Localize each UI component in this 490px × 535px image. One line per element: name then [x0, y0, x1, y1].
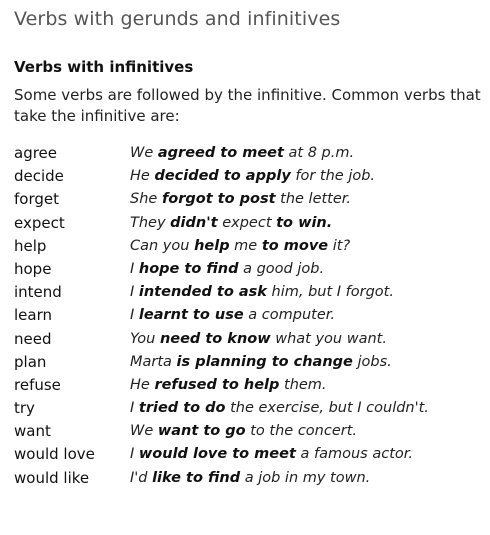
verb-row: [14, 212, 484, 235]
example-highlight: didn't: [170, 214, 218, 231]
verb-term: decide: [14, 167, 64, 186]
verb-row: [14, 328, 484, 351]
example-highlight: want to go: [157, 423, 246, 440]
verb-term: refuse: [14, 375, 61, 394]
example-highlight: decided to apply: [154, 168, 291, 185]
example-highlight: would love to meet: [138, 446, 296, 463]
example-highlight: tried to do: [138, 400, 226, 417]
example-sentence: I learnt to use a computer.: [130, 307, 335, 324]
example-sentence: I hope to find a good job.: [130, 260, 325, 277]
verb-row: [14, 443, 484, 466]
example-sentence: She forgot to post the letter.: [130, 191, 352, 208]
example-sentence: He decided to apply for the job.: [130, 168, 376, 185]
verb-row: [14, 304, 484, 327]
example-highlight: refused to help: [154, 376, 280, 393]
verb-row: [14, 467, 484, 490]
verb-term: would love: [14, 445, 95, 464]
example-sentence: You need to know what you want.: [130, 330, 387, 347]
verb-example-list: [14, 142, 484, 490]
example-highlight: to move: [261, 237, 329, 254]
verb-row: [14, 258, 484, 281]
example-sentence: They didn't expect to win.: [130, 214, 333, 231]
verb-term: forget: [14, 190, 59, 209]
page-title: Verbs with gerunds and infinitives: [14, 8, 341, 30]
verb-row: [14, 397, 484, 420]
verb-term: hope: [14, 259, 52, 278]
verb-row: [14, 281, 484, 304]
verb-row: [14, 165, 484, 188]
example-highlight: intended to ask: [138, 284, 267, 301]
verb-term: agree: [14, 144, 58, 162]
verb-term: try: [14, 399, 35, 418]
example-highlight: like to find: [152, 469, 241, 486]
verb-term: plan: [14, 352, 47, 371]
section-heading: Verbs with infinitives: [14, 58, 194, 76]
verb-term: would like: [14, 468, 90, 487]
example-highlight: is planning to change: [176, 353, 353, 370]
verb-row: [14, 420, 484, 443]
example-sentence: I intended to ask him, but I forgot.: [130, 284, 394, 301]
example-sentence: Can you help me to move it?: [130, 237, 351, 254]
verb-row: [14, 142, 484, 165]
example-sentence: We agreed to meet at 8 p.m.: [130, 145, 355, 161]
verb-term: want: [14, 422, 51, 441]
example-highlight: learnt to use: [138, 307, 244, 324]
example-sentence: Marta is planning to change jobs.: [130, 353, 392, 370]
verb-row: [14, 351, 484, 374]
verb-term: intend: [14, 283, 62, 302]
example-highlight: to win.: [276, 214, 333, 231]
example-sentence: I would love to meet a famous actor.: [130, 446, 413, 463]
verb-row: [14, 188, 484, 211]
example-highlight: forgot to post: [161, 191, 276, 208]
example-highlight: help: [194, 237, 230, 254]
example-highlight: need to know: [159, 330, 271, 347]
example-sentence: I tried to do the exercise, but I couldn't.: [130, 400, 429, 417]
intro-paragraph: Some verbs are followed by the infinitive. Common verbs that take the infinitive are:: [14, 86, 481, 125]
verb-term: learn: [14, 306, 52, 325]
verb-term: need: [14, 329, 52, 348]
example-highlight: hope to find: [138, 260, 239, 277]
verb-term: help: [14, 236, 47, 255]
verb-term: expect: [14, 213, 65, 232]
example-sentence: He refused to help them.: [130, 376, 327, 393]
verb-row: [14, 374, 484, 397]
example-sentence: We want to go to the concert.: [130, 423, 358, 440]
example-highlight: agreed to meet: [157, 145, 284, 161]
verb-row: [14, 235, 484, 258]
example-sentence: I'd like to find a job in my town.: [130, 469, 371, 486]
